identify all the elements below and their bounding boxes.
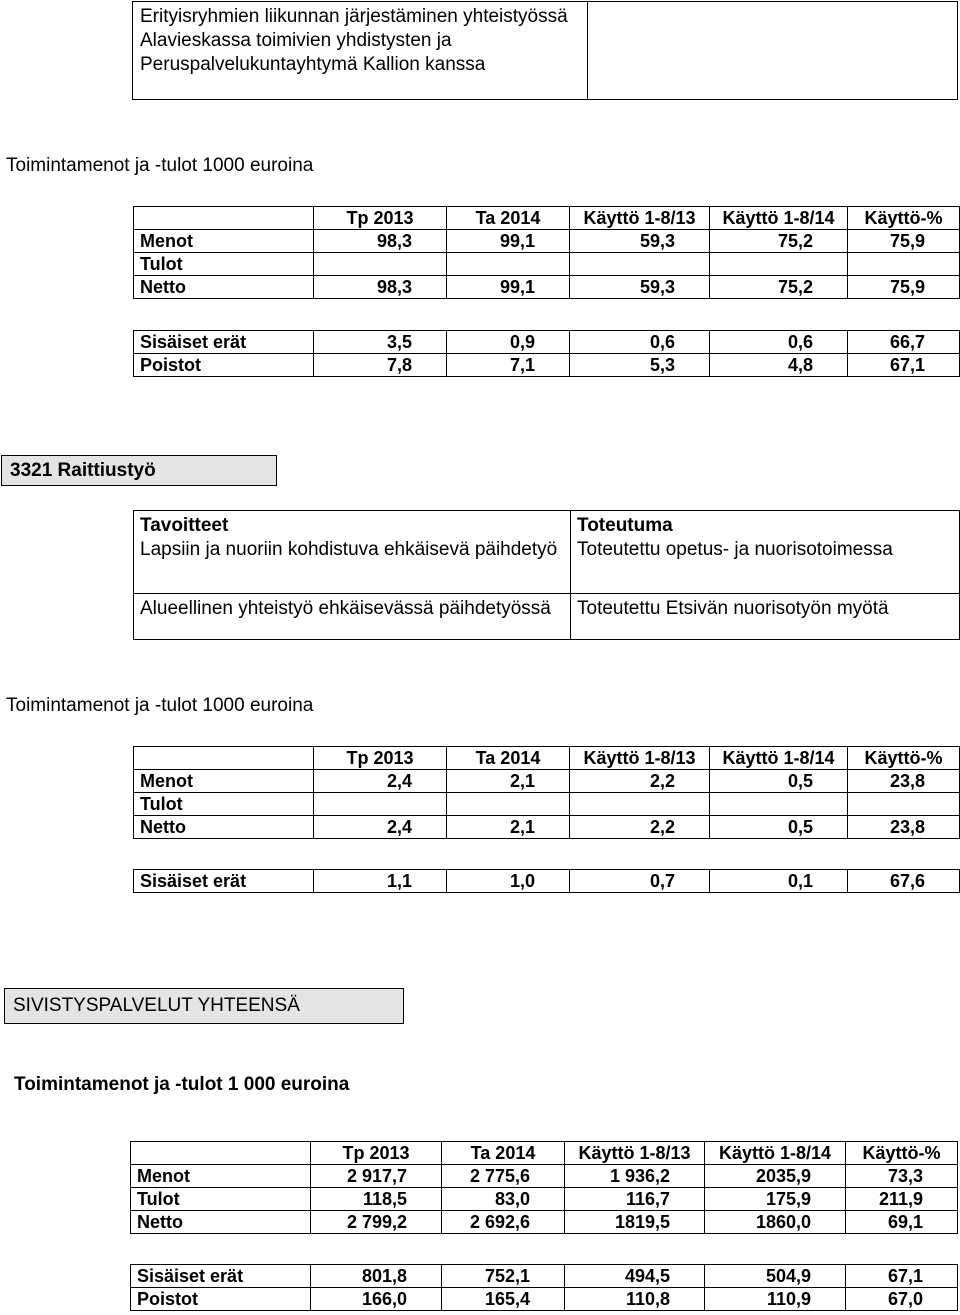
- table-cell: 494,5: [565, 1265, 705, 1288]
- column-header: Käyttö 1-8/14: [705, 1142, 846, 1165]
- row-label: Netto: [131, 1211, 311, 1234]
- table-cell: [134, 747, 314, 770]
- table-cell: 99,1: [447, 276, 570, 299]
- table-cell: 1,1: [314, 870, 447, 893]
- table-cell: 2,4: [314, 816, 447, 839]
- table-cell: 2035,9: [705, 1165, 846, 1188]
- table-cell: 175,9: [705, 1188, 846, 1211]
- table-cell: [447, 793, 570, 816]
- row-label: Sisäiset erät: [134, 331, 314, 354]
- table-cell: 75,9: [848, 276, 960, 299]
- table-cell: 2,4: [314, 770, 447, 793]
- table-cell: 7,8: [314, 354, 447, 377]
- intro-empty-cell: [588, 2, 958, 100]
- section-title-total: SIVISTYSPALVELUT YHTEENSÄ: [4, 988, 404, 1024]
- table-cell: 110,8: [565, 1288, 705, 1311]
- table-cell: 0,5: [710, 770, 848, 793]
- table-cell: 110,9: [705, 1288, 846, 1311]
- table-cell: 2,1: [447, 816, 570, 839]
- row-label: Netto: [134, 276, 314, 299]
- table-cell: 23,8: [848, 770, 960, 793]
- table-cell: 116,7: [565, 1188, 705, 1211]
- intro-text: Erityisryhmien liikunnan järjestäminen yhteistyössä Alavieskassa toimivien yhdistysten ja Peruspalvelukuntayhtymä Kallion kanssa: [133, 2, 588, 100]
- table-cell: 98,3: [314, 276, 447, 299]
- table-cell: 0,5: [710, 816, 848, 839]
- table-header-row: [134, 747, 960, 770]
- table-cell: 67,1: [846, 1265, 958, 1288]
- table-cell: 801,8: [311, 1265, 442, 1288]
- finance1-table: [133, 206, 960, 299]
- table-cell: [314, 793, 447, 816]
- table-cell: 67,6: [848, 870, 960, 893]
- row-label: Menot: [134, 230, 314, 253]
- column-header: Käyttö-%: [846, 1142, 958, 1165]
- finance1-extra-table: [133, 330, 960, 377]
- table-cell: 118,5: [311, 1188, 442, 1211]
- table-cell: [447, 253, 570, 276]
- table-cell: 0,6: [570, 331, 710, 354]
- table-cell: 59,3: [570, 276, 710, 299]
- table-cell: 1,0: [447, 870, 570, 893]
- finance2-title: Toimintamenot ja -tulot 1000 euroina: [6, 695, 314, 716]
- finance1-title: Toimintamenot ja -tulot 1000 euroina: [6, 155, 314, 176]
- table-cell: 2 917,7: [311, 1165, 442, 1188]
- goals-table: [133, 510, 960, 640]
- table-cell: [314, 253, 447, 276]
- column-header: Ta 2014: [442, 1142, 565, 1165]
- table-cell: 0,1: [710, 870, 848, 893]
- table-row: [134, 331, 960, 354]
- row-label: Sisäiset erät: [131, 1265, 311, 1288]
- column-header: Käyttö 1-8/13: [570, 207, 710, 230]
- goals-header: Tavoitteet: [140, 515, 229, 536]
- table-row: [131, 1211, 958, 1234]
- table-cell: 504,9: [705, 1265, 846, 1288]
- table-cell: [710, 793, 848, 816]
- table-cell: [710, 253, 848, 276]
- table-cell: 2 775,6: [442, 1165, 565, 1188]
- table-cell: 98,3: [314, 230, 447, 253]
- column-header: Käyttö 1-8/14: [710, 747, 848, 770]
- table-row: [131, 1288, 958, 1311]
- row-label: Tulot: [131, 1188, 311, 1211]
- finance3-title: Toimintamenot ja -tulot 1 000 euroina: [14, 1074, 350, 1095]
- column-header: Käyttö 1-8/13: [565, 1142, 705, 1165]
- table-cell: 3,5: [314, 331, 447, 354]
- table-cell: [848, 793, 960, 816]
- table-cell: 2 692,6: [442, 1211, 565, 1234]
- table-cell: 0,7: [570, 870, 710, 893]
- row-label: Tulot: [134, 793, 314, 816]
- table-cell: 75,9: [848, 230, 960, 253]
- finance2-extra-table: [133, 869, 960, 893]
- table-row: [131, 1265, 958, 1288]
- column-header: Käyttö 1-8/14: [710, 207, 848, 230]
- table-row: [134, 793, 960, 816]
- table-cell: 2 799,2: [311, 1211, 442, 1234]
- table-row: [134, 253, 960, 276]
- intro-box: [132, 1, 958, 100]
- results-header: Toteutuma: [577, 515, 673, 536]
- table-cell: [134, 207, 314, 230]
- table-header-row: [131, 1142, 958, 1165]
- table-cell: [131, 1142, 311, 1165]
- result-text: Toteutettu opetus- ja nuorisotoimessa: [577, 539, 893, 560]
- table-cell: 23,8: [848, 816, 960, 839]
- finance3-table: [130, 1141, 958, 1234]
- table-cell: 165,4: [442, 1288, 565, 1311]
- table-row: [131, 1165, 958, 1188]
- row-label: Menot: [131, 1165, 311, 1188]
- column-header: Tp 2013: [314, 747, 447, 770]
- table-row: [134, 230, 960, 253]
- goal-text: Alueellinen yhteistyö ehkäisevässä päihdetyössä: [134, 593, 571, 640]
- section-title-raittiustyo: 3321 Raittiustyö: [1, 455, 277, 486]
- row-label: Menot: [134, 770, 314, 793]
- table-cell: 75,2: [710, 230, 848, 253]
- table-header-row: [134, 207, 960, 230]
- column-header: Ta 2014: [447, 747, 570, 770]
- column-header: Tp 2013: [311, 1142, 442, 1165]
- column-header: Käyttö-%: [848, 207, 960, 230]
- table-cell: 67,0: [846, 1288, 958, 1311]
- table-cell: 75,2: [710, 276, 848, 299]
- result-text: Toteutettu Etsivän nuorisotyön myötä: [571, 593, 960, 640]
- goals-row: [134, 593, 960, 640]
- table-cell: [848, 253, 960, 276]
- table-cell: 67,1: [848, 354, 960, 377]
- goal-text: Lapsiin ja nuoriin kohdistuva ehkäisevä päihdetyö: [140, 539, 558, 560]
- table-cell: 66,7: [848, 331, 960, 354]
- table-cell: [570, 253, 710, 276]
- row-label: Poistot: [131, 1288, 311, 1311]
- row-label: Tulot: [134, 253, 314, 276]
- column-header: Käyttö 1-8/13: [570, 747, 710, 770]
- table-row: [131, 1188, 958, 1211]
- table-cell: 166,0: [311, 1288, 442, 1311]
- row-label: Sisäiset erät: [134, 870, 314, 893]
- table-cell: 83,0: [442, 1188, 565, 1211]
- table-row: [134, 816, 960, 839]
- table-cell: 99,1: [447, 230, 570, 253]
- goals-row: [134, 511, 960, 594]
- table-row: [134, 276, 960, 299]
- table-cell: 0,9: [447, 331, 570, 354]
- table-cell: 1819,5: [565, 1211, 705, 1234]
- table-cell: 2,2: [570, 770, 710, 793]
- row-label: Netto: [134, 816, 314, 839]
- table-cell: 4,8: [710, 354, 848, 377]
- table-cell: 73,3: [846, 1165, 958, 1188]
- column-header: Ta 2014: [447, 207, 570, 230]
- table-cell: 211,9: [846, 1188, 958, 1211]
- column-header: Tp 2013: [314, 207, 447, 230]
- table-cell: [570, 793, 710, 816]
- table-cell: 752,1: [442, 1265, 565, 1288]
- table-cell: 1860,0: [705, 1211, 846, 1234]
- table-row: [134, 354, 960, 377]
- table-cell: 2,1: [447, 770, 570, 793]
- table-cell: 7,1: [447, 354, 570, 377]
- table-row: [134, 770, 960, 793]
- table-cell: 59,3: [570, 230, 710, 253]
- table-cell: 0,6: [710, 331, 848, 354]
- row-label: Poistot: [134, 354, 314, 377]
- table-cell: 69,1: [846, 1211, 958, 1234]
- finance2-table: [133, 746, 960, 839]
- table-row: [134, 870, 960, 893]
- table-cell: 2,2: [570, 816, 710, 839]
- finance3-extra-table: [130, 1264, 958, 1311]
- table-cell: 1 936,2: [565, 1165, 705, 1188]
- table-cell: 5,3: [570, 354, 710, 377]
- column-header: Käyttö-%: [848, 747, 960, 770]
